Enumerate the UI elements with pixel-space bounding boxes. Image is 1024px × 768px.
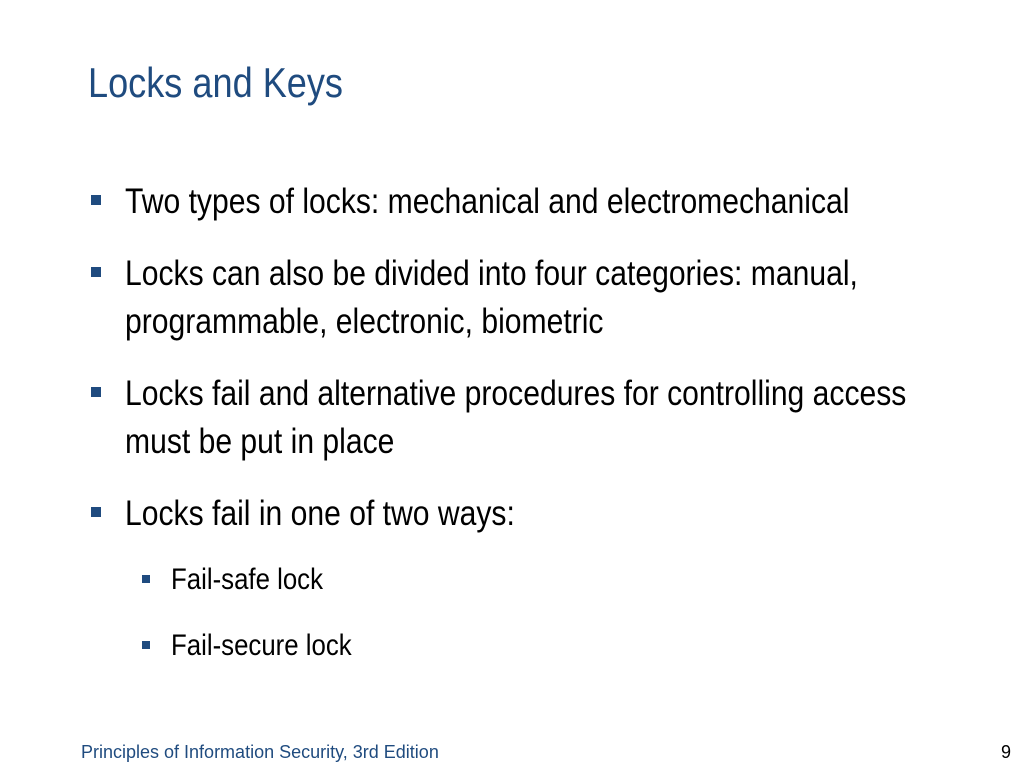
bullet-text-continuation: programmable, electronic, biometric [125,302,604,341]
bullet-text: Locks can also be divided into four categories: manual, [125,254,858,293]
footer-text: Principles of Information Security, 3rd Edition [81,742,439,762]
slide-title: Locks and Keys [88,59,344,106]
square-bullet-icon [91,267,101,277]
bullet-text: Locks fail in one of two ways: [125,494,515,533]
bullet-text: Two types of locks: mechanical and electromechanical [125,182,850,221]
square-bullet-icon [91,387,101,397]
bullet-text: Locks fail and alternative procedures for controlling access [125,374,907,413]
sub-bullet-text: Fail-secure lock [171,629,352,662]
sub-bullet-text: Fail-safe lock [171,563,323,596]
bullet-text-continuation: must be put in place [125,422,395,461]
square-bullet-icon [142,575,150,583]
square-bullet-icon [142,641,150,649]
square-bullet-icon [91,507,101,517]
square-bullet-icon [91,195,101,205]
page-number: 9 [1000,742,1011,762]
